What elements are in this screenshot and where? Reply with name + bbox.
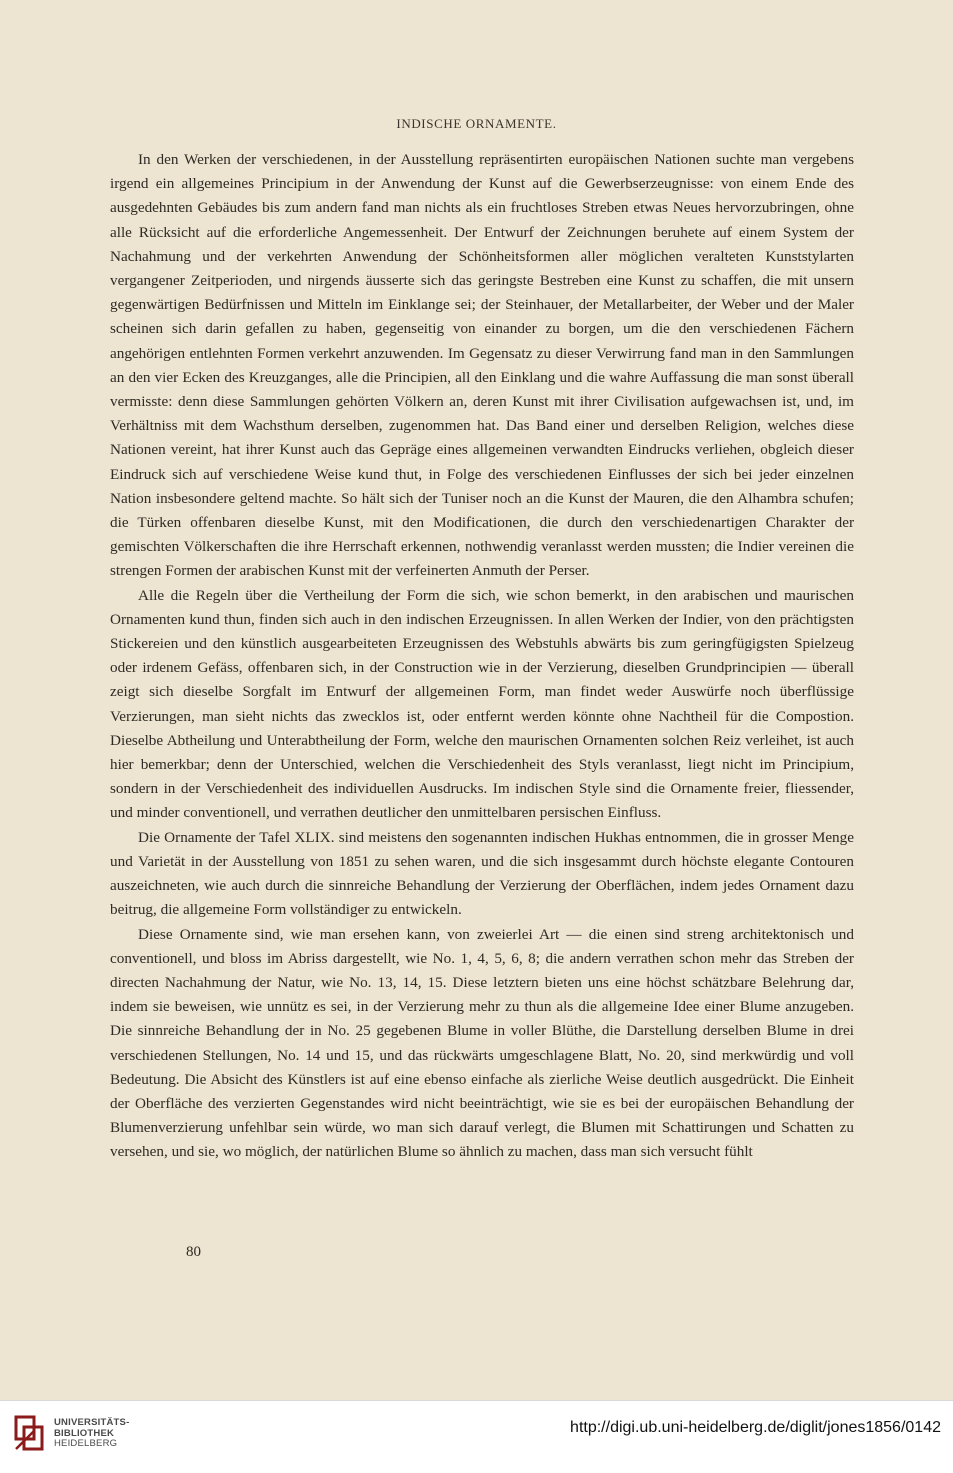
university-library-logo-icon: [10, 1413, 50, 1453]
page-heading: INDISCHE ORNAMENTE.: [396, 116, 557, 131]
library-name: [54, 1418, 129, 1450]
library-name-line-3: HEIDELBERG: [54, 1438, 118, 1449]
paragraph-3: Die Ornamente der Tafel XLIX. sind meistens den sogenannten indischen Hukhas entnommen, die in grosser Menge und Varietät in der Ausstellung von 1851 zu sehen waren, und die sich insgesammt durch höchste elegante Contouren auszeichneten, wie auch durch die sinnreiche Behandlung der Verzierung der Oberflächen, indem jedes Ornament dazu beitrug, die allgemeine Form vollständiger zu entwickeln.: [110, 828, 854, 919]
body-text: [110, 148, 854, 1165]
library-name-line-2: BIBLIOTHEK: [54, 1427, 115, 1439]
paragraph-1: In den Werken der verschiedenen, in der Ausstellung repräsentirten europäischen Nationen suchte man vergebens irgend ein allgemeines Principium in der Anwendung der Kunst auf die Gewerbserzeugnisse: von einem Ende des ausgedehnten Gebäudes bis zum andern fand man nichts als ein fruchtloses Streben etwas Neues hervorzubringen, ohne alle Rücksicht auf die erforderliche Angemessenheit. Der Entwurf der Zeichnungen beruhete auf einem System der Nachahmung und der verkehrten Anwendung der Schönheitsformen aller möglichen veralteten Kunststylarten vergangener Zeitperioden, und nirgends äusserte sich das geringste Bestreben eine Kunst zu schaffen, die mit unsern gegenwärtigen Bedürfnissen und Mitteln im Einklange sei; der Steinhauer, der Metallarbeiter, der Weber und der Maler scheinen sich darin gefallen zu haben, gegenseitig von einander zu borgen, um die den verschiedenen Fächern angehörigen entlehnten Formen verkehrt anzuwenden. Im Gegensatz zu dieser Verwirrung fand man in den Sammlungen an den vier Ecken des Kreuzganges, alle die Principien, all den Einklang und die wahre Auffassung die man sonst überall vermisste: denn diese Sammlungen gehörten Völkern an, deren Kunst mit ihrer Civilisation aufgewachsen ist, und, im Verhältniss mit dem Wachsthum derselben, zugenommen hat. Das Band einer und derselben Religion, welches diese Nationen vereint, hat ihrer Kunst auch das Gepräge eines allgemeinen verwandten Eindrucks verliehen, obgleich dieser Eindruck sich auf verschiedene Weise kund thut, in Folge des verschiedenen Einflusses der sich bei jeder einzelnen Nation insbesondere geltend machte. So hält sich der Tuniser noch an die Kunst der Mauren, die den Alhambra schufen; die Türken offenbaren dieselbe Kunst, mit den Modificationen, die durch den verschiedenartigen Charakter der gemischten Völkerschaften die ihre Herrschaft erkennen, nothwendig veranlasst werden mussten; die Indier vereinen die strengen Formen der arabischen Kunst mit der verfeinerten Anmuth der Perser.: [110, 151, 854, 580]
library-name-line-1: UNIVERSITÄTS-: [54, 1417, 130, 1428]
paragraph-4: Diese Ornamente sind, wie man ersehen kann, von zweierlei Art — die einen sind streng architektonisch und conventionell, und bloss im Abriss dargestellt, wie No. 1, 4, 5, 6, 8; die andern verrathen schon mehr das Streben der directen Nachahmung der Natur, wie No. 13, 14, 15. Diese letztern bieten uns eine höchst schätzbare Belehrung dar, indem sie beweisen, wie unnütz es sei, in der Verzierung mehr zu thun als die allgemeine Idee einer Blume anzugeben. Die sinnreiche Behandlung der in No. 25 gegebenen Blume in voller Blüthe, die Darstellung derselben Blume in drei verschiedenen Stellungen, No. 14 und 15, und das rückwärts umgeschlagene Blatt, No. 20, sind merkwürdig und voll Bedeutung. Die Absicht des Künstlers ist auf eine ebenso einfache als zierliche Weise deutlich ausgedrückt. Die Einheit der Oberfläche des verzierten Gegenstandes wird nicht beeinträchtigt, wie sie es bei der europäischen Behandlung der Blumenverzierung unfehlbar sein würde, wo man sich darauf verlegt, die Blumen mit Schattirungen und Schatten zu versehen, und sie, wo möglich, der natürlichen Blume so ähnlich zu machen, dass man sich versucht fühlt: [110, 925, 854, 1161]
footer-bar: [0, 1400, 953, 1473]
page-number: 80: [186, 1244, 201, 1260]
paragraph-2: Alle die Regeln über die Vertheilung der Form die sich, wie schon bemerkt, in den arabischen und maurischen Ornamenten kund thun, finden sich auch in den indischen Erzeugnissen. In allen Werken der Indier, von den prächtigsten Stickereien und den künstlich ausgearbeiteten Erzeugnissen des Webstuhls abwärts bis zum geringfügigsten Spielzeug oder irdenem Gefäss, offenbaren sich, in der Construction wie in der Verzierung, dieselben Grundprincipien — überall zeigt sich dieselbe Sorgfalt im Entwurf der allgemeinen Form, man findet weder Auswürfe noch überflüssige Verzierungen, man sieht nichts das zwecklos ist, oder entfernt werden könnte ohne Nachtheil für die Compostion. Dieselbe Abtheilung und Unterabtheilung der Form, welche den maurischen Ornamenten solchen Reiz verleihet, ist auch hier bemerkbar; denn der Unterschied, welchen die Verschiedenheit des Styls veranlasst, liegt nicht im Principium, sondern in der Verschiedenheit des individuellen Ausdrucks. Im indischen Style sind die Ornamente freier, fliessender, und minder conventionell, und verrathen deutlicher den unmittelbaren persischen Einfluss.: [110, 586, 854, 822]
source-url[interactable]: http://digi.ub.uni-heidelberg.de/diglit/jones1856/0142: [570, 1419, 941, 1436]
